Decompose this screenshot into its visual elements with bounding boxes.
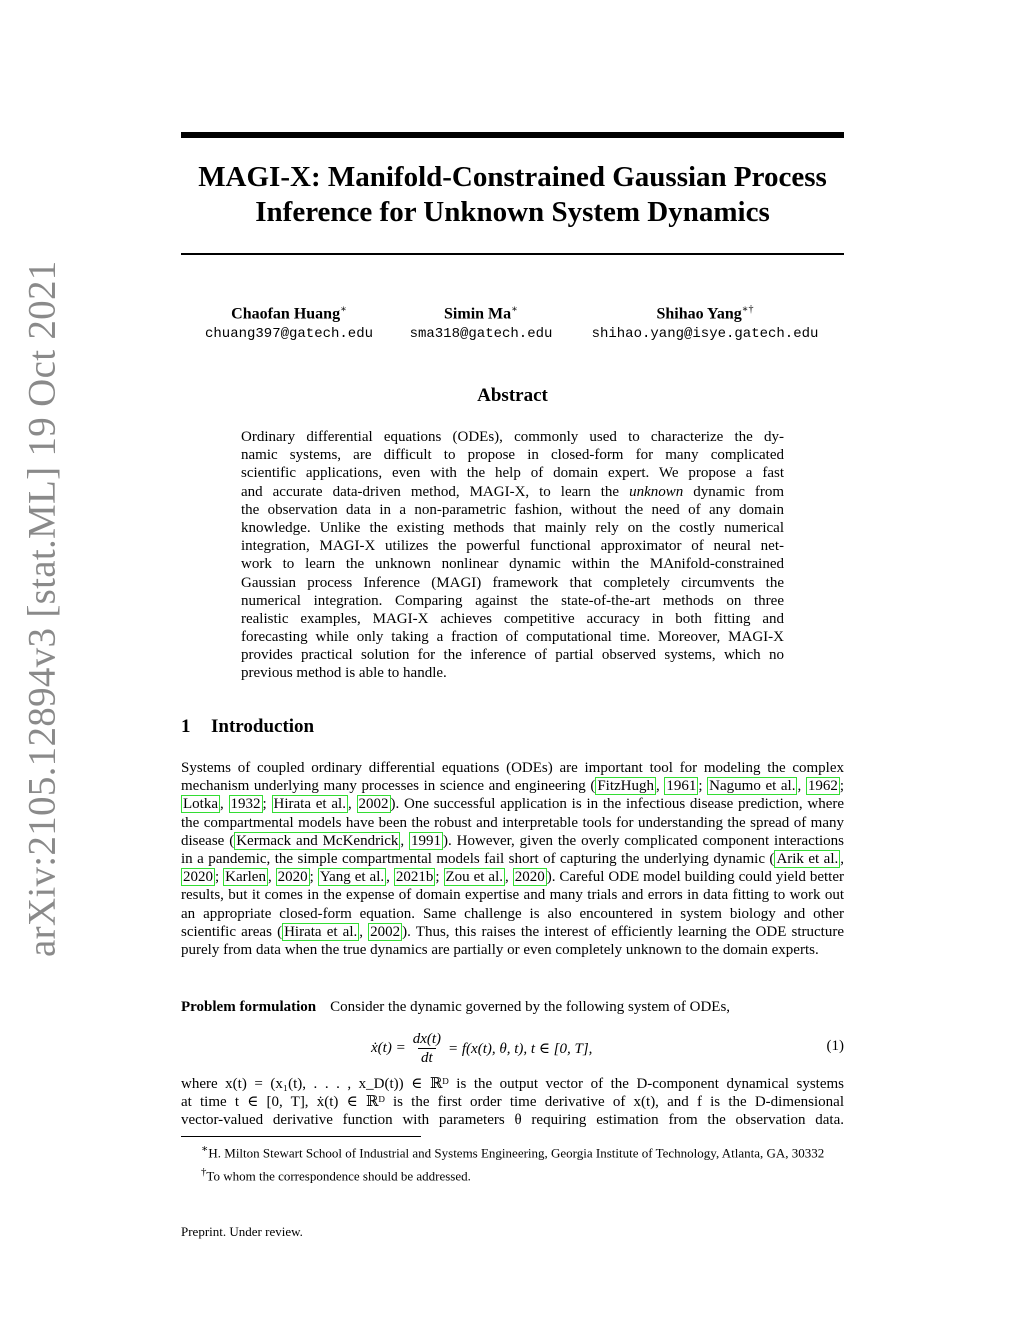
abstract-line: scientific applications, even with the help of domain expert. We propose a fast [241,465,784,482]
author-name: Shihao Yang [656,305,742,323]
author-email[interactable]: sma318@gatech.edu [409,326,553,343]
abstract-line: numerical integration. Comparing against the state-of-the-art methods on three [241,592,784,609]
title-line-1: MAGI-X: Manifold-Constrained Gaussian Process [198,161,827,193]
citation-link[interactable]: 1962 [807,778,838,795]
abstract-line: Gaussian process Inference (MAGI) framework that completely circumvents the [241,574,784,591]
author-block [578,300,832,344]
abstract-line: previous method is able to handle. [241,665,447,682]
citation-link[interactable]: 1932 [230,796,261,813]
abstract-line: provides practical solution for the inference of partial observed systems, which no [241,647,784,664]
citation-link[interactable]: Nagumo et al. [709,778,796,795]
citation-link[interactable]: 2021b [395,869,434,886]
citation-link[interactable]: 1991 [411,832,442,849]
citation-link[interactable]: Lotka [183,796,218,813]
abstract-line: and accurate data-driven method, MAGI-X, to learn the unknown dynamic from [241,483,785,500]
abstract-line: realistic examples, MAGI-X achieves competitive accuracy in both fitting and [241,610,784,627]
citation-link[interactable]: 1961 [666,778,697,795]
citation-link[interactable]: 2020 [277,869,308,886]
abstract-line: the observation data in a non-parametric fashion, without the need of any domain [241,501,784,518]
problem-formulation: Problem formulation Consider the dynamic governed by the following system of ODEs, [181,999,731,1015]
abstract-line: Ordinary differential equations (ODEs), commonly used to characterize the dy- [241,429,784,445]
section-title: Introduction [211,716,315,737]
citation-link[interactable]: Kermack and McKendrick [236,832,399,849]
citation-link[interactable]: Arik et al. [776,851,839,868]
abstract-line: knowledge. Unlike the existing methods that mainly rely on the costly numerical [241,519,784,536]
eq-fraction: $\frac{dx(t)}{dt}$ [412,1030,442,1066]
footnote-2: †To whom the correspondence should be addressed. [201,1165,471,1184]
author-block [196,300,382,344]
preprint-note: Preprint. Under review. [181,1224,303,1239]
author-email[interactable]: chuang397@gatech.edu [204,326,374,343]
paper-title [181,160,844,230]
title-bottom-rule [181,253,844,255]
author-block [400,300,562,344]
citation-link[interactable]: 2020 [183,869,213,886]
abstract-heading: Abstract [477,385,548,406]
eq-rhs: = f(x(t), θ, t), t ∈ [0, T], [448,1040,593,1057]
abstract-emphasis: unknown [629,483,684,500]
eq-lhs: ẋ(t) = [371,1039,406,1056]
author-mark: ∗ [511,304,518,315]
where-paragraph: where x(t) = (x₁(t), . . . , x_D(t)) ∈ ℝᴰ is the output vector of the D-component dynamical systems at time t ∈ [0, T], ẋ(t) ∈ ℝᴰ is the first order time derivative of x(t), and f is the D-dimensional vector-valued derivative function with parameters θ requiring estimation from the observation data. [181,1076,844,1129]
abstract-line: namic systems, are difficult to propose in closed-form for many complicated [241,447,784,464]
equation-1 [181,1026,844,1070]
citation-link[interactable]: 2020 [514,869,545,886]
arxiv-id: arXiv:2105.12894v3 [stat.ML] 19 Oct 2021 [20,260,64,957]
citation-link[interactable]: 2002 [358,796,389,813]
footnote-1: ∗H. Milton Stewart School of Industrial and Systems Engineering, Georgia Institute of Technology, Atlanta, GA, 30332 [201,1143,825,1161]
intro-paragraph: Systems of coupled ordinary differential equations (ODEs) are important tool for modeling the complex mechanism underlying many processes in science and engineering ( FitzHugh , 1961 ; Nagumo et al. , 1962 ; Lotka , 1932 ; Hirata et al. , 2002 ). One successful application is in the infectious disease prediction, where the compartmental models have been the robust and interpretable tools for understanding the spread of many disease ( Kermack and McKendrick , 1991 ). However, given the overly complicated component interactions in a pandemic, the simple compartmental models fail short of capturing the underlying dynamic ( Arik et al. , 2020 ; Karlen , 2020 ; Yang et al. , 2021b ; Zou et al. , 2020 ). Careful ODE model building could yield better results, but it comes in the expense of domain expertise and many trials and errors in data fitting to work out an appropriate closed-form equation. Same challenge is also encountered in system biology and other scientific areas ( Hirata et al. , 2002 ). Thus, this raises the interest of efficiently learning the ODE structure purely from data when the true dynamics are partially or even completely unknown to the domain experts. [181,760,845,959]
abstract-line: work to learn the unknown nonlinear dynamic within the MAnifold-constrained [241,556,784,573]
abstract-line: integration, MAGI-X utilizes the powerful functional approximator of neural net- [241,538,784,555]
citation-link[interactable]: Hirata et al. [284,923,358,940]
footnotes [181,1141,844,1185]
author-email[interactable]: shihao.yang@isye.gatech.edu [591,326,819,343]
section-number: 1 [181,716,191,737]
citation-link[interactable]: FitzHugh [597,778,654,795]
author-mark: ∗† [741,304,754,315]
author-mark: ∗ [340,304,347,315]
title-top-rule [181,132,844,138]
citation-link[interactable]: 2002 [370,923,401,940]
author-name: Simin Ma [444,305,512,323]
paragraph-heading: Problem formulation [181,999,317,1015]
citation-link[interactable]: Yang et al. [319,869,385,886]
title-line-2: Inference for Unknown System Dynamics [255,196,770,228]
section-heading [181,716,314,738]
abstract-line: forecasting while only taking a fraction of computational time. Moreover, MAGI-X [241,629,784,646]
abstract-body [241,428,784,683]
equation-label: (1) [826,1038,844,1054]
footnote-rule [181,1136,421,1137]
citation-link[interactable]: Karlen [225,869,266,886]
arxiv-sidebar [12,260,72,957]
citation-link[interactable]: Zou et al. [445,869,503,886]
author-name: Chaofan Huang [231,305,341,323]
citation-link[interactable]: Hirata et al. [273,796,346,813]
